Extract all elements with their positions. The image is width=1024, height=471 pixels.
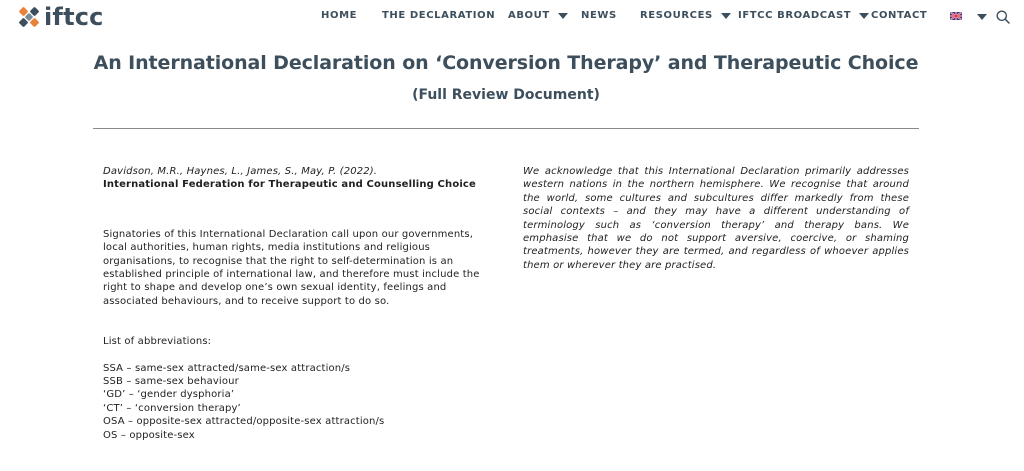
- nav-label: NEWS: [581, 10, 617, 21]
- language-chevron-down-icon[interactable]: [977, 14, 987, 20]
- page-title: An International Declaration on ‘Conversion Therapy’ and Therapeutic Choice: [93, 52, 919, 74]
- right-column: [523, 165, 909, 272]
- nav-label: CONTACT: [871, 10, 928, 21]
- citation: Davidson, M.R., Haynes, L., James, S., May, P. (2022).: [103, 166, 378, 177]
- nav-label: THE DECLARATION: [382, 10, 496, 21]
- nav-news[interactable]: [581, 10, 617, 21]
- nav-label: HOME: [321, 10, 358, 21]
- nav-label: RESOURCES: [640, 10, 713, 21]
- uk-flag-icon[interactable]: [950, 12, 962, 20]
- nav-resources[interactable]: [640, 10, 731, 21]
- organisation-name: International Federation for Therapeutic and Counselling Choice: [103, 179, 476, 191]
- abbreviations-list: [103, 362, 493, 442]
- logo-mark-icon: [18, 6, 40, 28]
- page-subtitle: (Full Review Document): [412, 87, 600, 103]
- list-item: ‘GD’ – ‘gender dysphoria’: [103, 389, 235, 401]
- chevron-down-icon[interactable]: [721, 13, 731, 19]
- site-header: [0, 0, 1024, 34]
- chevron-down-icon[interactable]: [859, 13, 869, 19]
- divider: [93, 128, 919, 129]
- acknowledgement-paragraph: We acknowledge that this International Declaration primarily addresses western nations in the northern hemisphere. We recognise that around the world, some cultures and subcultures differ markedly from these social contexts – and they may have a different understanding of terminology such as ‘conversion therapy’ and therapy bans. We emphasise that we do not support aversive, coercive, or shaming treatments, however they are termed, and regardless of whoever applies them or wherever they are practised.: [523, 166, 909, 271]
- list-item: OS – opposite-sex: [103, 429, 195, 441]
- nav-home[interactable]: [321, 10, 357, 21]
- nav-about[interactable]: [508, 10, 568, 21]
- site-logo[interactable]: [18, 4, 104, 30]
- abbreviations-heading: List of abbreviations:: [103, 336, 212, 348]
- chevron-down-icon[interactable]: [558, 13, 568, 19]
- nav-iftcc-broadcast[interactable]: [738, 10, 869, 21]
- nav-label: ABOUT: [508, 10, 550, 21]
- nav-label: IFTCC BROADCAST: [738, 10, 852, 21]
- signatories-paragraph: Signatories of this International Declaration call upon our governments, local authorities, human rights, media institutions and religious organisations, to recognise that the right to self-determination is an established principle of international law, and therefore must include the right to shape and develop one’s own sexual identity, feelings and associated behaviours, and to receive support to do so.: [103, 228, 480, 307]
- list-item: SSB – same-sex behaviour: [103, 376, 239, 388]
- search-icon[interactable]: [996, 10, 1010, 24]
- nav-the-declaration[interactable]: [382, 10, 495, 21]
- list-item: OSA – opposite-sex attracted/opposite-sex attraction/s: [103, 416, 385, 428]
- left-column: [103, 165, 493, 442]
- list-item: SSA – same-sex attracted/same-sex attraction/s: [103, 362, 351, 374]
- list-item: ‘CT’ – ‘conversion therapy’: [103, 402, 241, 414]
- nav-contact[interactable]: [871, 10, 927, 21]
- logo-text: iftcc: [44, 3, 104, 31]
